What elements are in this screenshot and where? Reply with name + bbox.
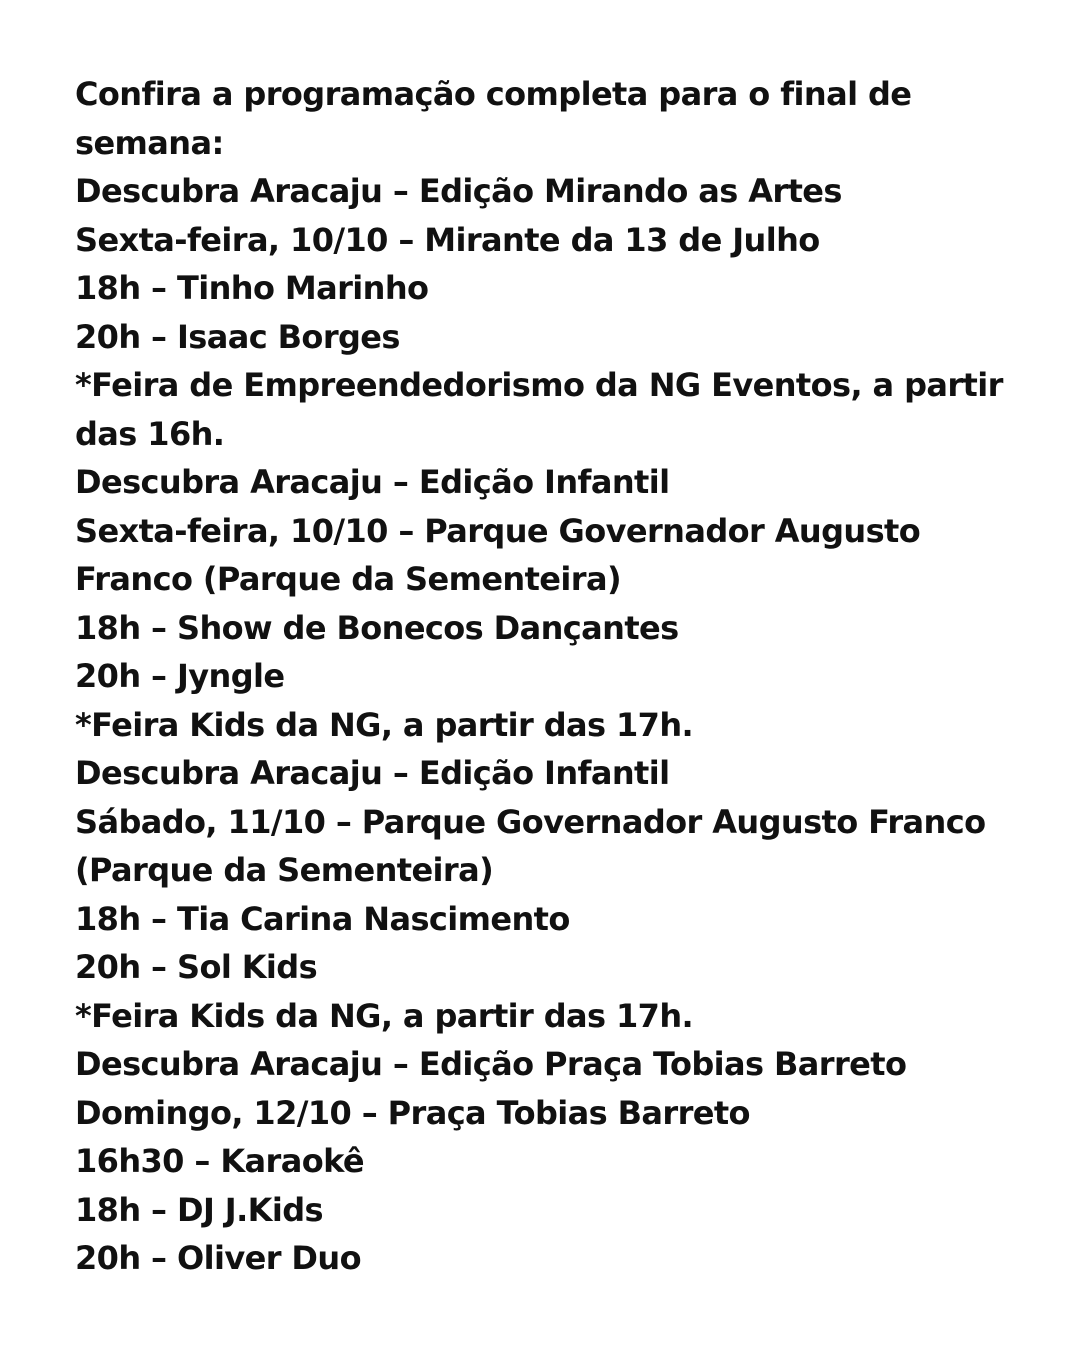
- intro-text: semana:: [75, 123, 224, 162]
- event-note: das 16h.: [75, 414, 225, 453]
- schedule-item: 18h – Tinho Marinho: [75, 269, 429, 307]
- event-date-location: (Parque da Sementeira): [75, 851, 494, 889]
- intro-text: Confira a programação completa para o final de: [75, 75, 912, 113]
- event-date-location: Sábado, 11/10 – Parque Governador Augusto Franco: [75, 802, 986, 841]
- event-date-location: Sexta-feira, 10/10 – Mirante da 13 de Julho: [75, 220, 820, 259]
- event-title: Descubra Aracaju – Edição Infantil: [75, 463, 670, 501]
- event-title: Descubra Aracaju – Edição Infantil: [75, 754, 670, 792]
- schedule-item: 20h – Jyngle: [75, 657, 285, 695]
- event-date-location: Franco (Parque da Sementeira): [75, 560, 621, 598]
- event-title: Descubra Aracaju – Edição Mirando as Artes: [75, 172, 842, 210]
- schedule-item: 16h30 – Karaokê: [75, 1142, 365, 1180]
- schedule-item: 20h – Sol Kids: [75, 948, 318, 986]
- event-note: *Feira de Empreendedorismo da NG Eventos, a partir: [75, 366, 1003, 404]
- schedule-document: [75, 70, 1055, 1283]
- schedule-item: 20h – Oliver Duo: [75, 1239, 361, 1277]
- schedule-item: 18h – DJ J.Kids: [75, 1190, 323, 1229]
- schedule-item: 18h – Show de Bonecos Dançantes: [75, 608, 679, 647]
- schedule-item: 20h – Isaac Borges: [75, 317, 400, 356]
- event-title: Descubra Aracaju – Edição Praça Tobias Barreto: [75, 1045, 907, 1083]
- schedule-item: 18h – Tia Carina Nascimento: [75, 899, 570, 938]
- event-note: *Feira Kids da NG, a partir das 17h.: [75, 705, 694, 744]
- event-date-location: Domingo, 12/10 – Praça Tobias Barreto: [75, 1093, 750, 1132]
- event-note: *Feira Kids da NG, a partir das 17h.: [75, 996, 694, 1035]
- event-date-location: Sexta-feira, 10/10 – Parque Governador Augusto: [75, 511, 921, 550]
